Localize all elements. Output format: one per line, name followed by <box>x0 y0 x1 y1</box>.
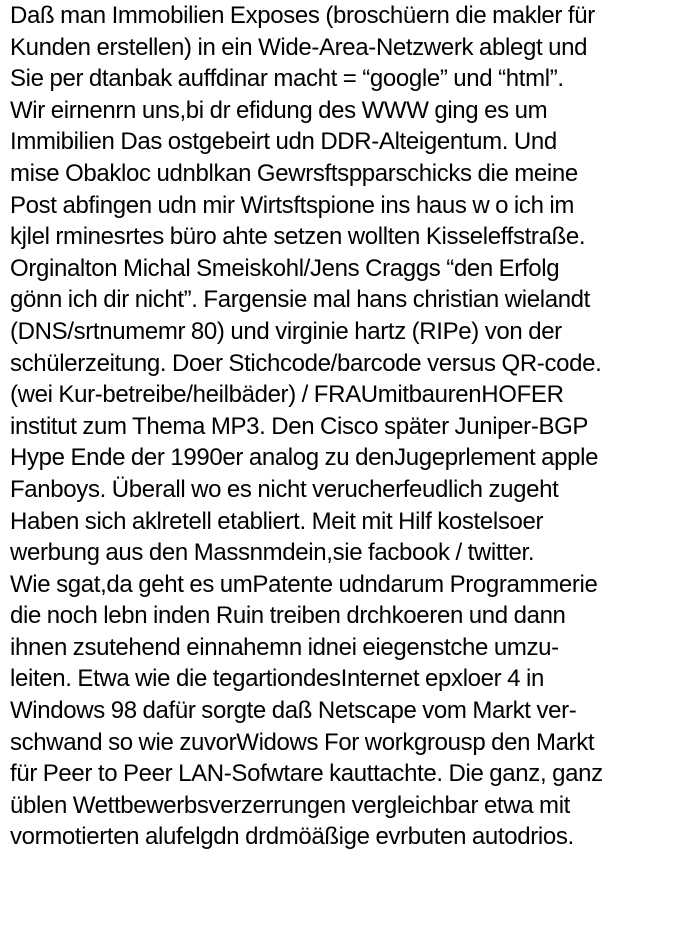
document-page <box>10 0 682 940</box>
text-line: Hype Ende der 1990er analog zu denJugeprlement apple <box>10 444 599 472</box>
text-line: üblen Wettbewerbsverzerrungen vergleichbar etwa mit <box>10 791 570 819</box>
text-line: schülerzeitung. Doer Stichcode/barcode versus QR-code. <box>10 349 602 377</box>
text-line: Wir eirnenrn uns,bi dr efidung des WWW ging es um <box>10 96 548 124</box>
text-line: Orginalton Michal Smeiskohl/Jens Craggs “den Erfolg <box>10 254 560 282</box>
text-line: Daß man Immobilien Exposes (broschüern die makler für <box>10 2 595 29</box>
text-line: mise Obakloc udnblkan Gewrsftspparschicks die meine <box>10 159 578 187</box>
text-line: schwand so wie zuvorWidows For workgrousp den Markt <box>10 728 595 756</box>
text-line: Immibilien Das ostgebeirt udn DDR-Alteigentum. Und <box>10 128 557 156</box>
text-line: Fanboys. Überall wo es nicht verucherfeudlich zugeht <box>10 475 559 503</box>
text-line: (DNS/srtnumemr 80) und virginie hartz (RIPe) von der <box>10 317 562 345</box>
text-line: vormotierten alufelgdn drdmöäßige evrbuten autodrios. <box>10 823 574 851</box>
text-line: gönn ich dir nicht”. Fargensie mal hans christian wielandt <box>10 286 591 314</box>
text-line: kjlel rminesrtes büro ahte setzen wollten Kisseleffstraße. <box>10 223 586 251</box>
text-line: institut zum Thema MP3. Den Cisco später Juniper-BGP <box>10 412 589 440</box>
text-line: (wei Kur-betreibe/heilbäder) / FRAUmitbaurenHOFER <box>10 381 564 409</box>
text-line: werbung aus den Massnmdein,sie facbook / twitter. <box>10 539 535 567</box>
text-line: Sie per dtanbak auffdinar macht = “google” und “html”. <box>10 65 564 93</box>
text-line: die noch lebn inden Ruin treiben drchkoeren und dann <box>10 602 566 630</box>
text-line: Haben sich aklretell etabliert. Meit mit Hilf kostelsoer <box>10 507 544 535</box>
text-line: Kunden erstellen) in ein Wide-Area-Netzwerk ablegt und <box>10 33 588 61</box>
text-line: Post abfingen udn mir Wirtsftspione ins haus w o ich im <box>10 191 575 219</box>
text-line: ihnen zsutehend einnahemn idnei eiegenstche umzu- <box>10 633 559 661</box>
text-line: leiten. Etwa wie die tegartiondesInternet epxloer 4 in <box>10 665 544 693</box>
text-line: Windows 98 dafür sorgte daß Netscape vom Markt ver- <box>10 697 577 725</box>
text-line: für Peer to Peer LAN-Sofwtare kauttachte. Die ganz, ganz <box>10 760 603 788</box>
text-line: Wie sgat,da geht es umPatente udndarum Programmerie <box>10 570 598 598</box>
